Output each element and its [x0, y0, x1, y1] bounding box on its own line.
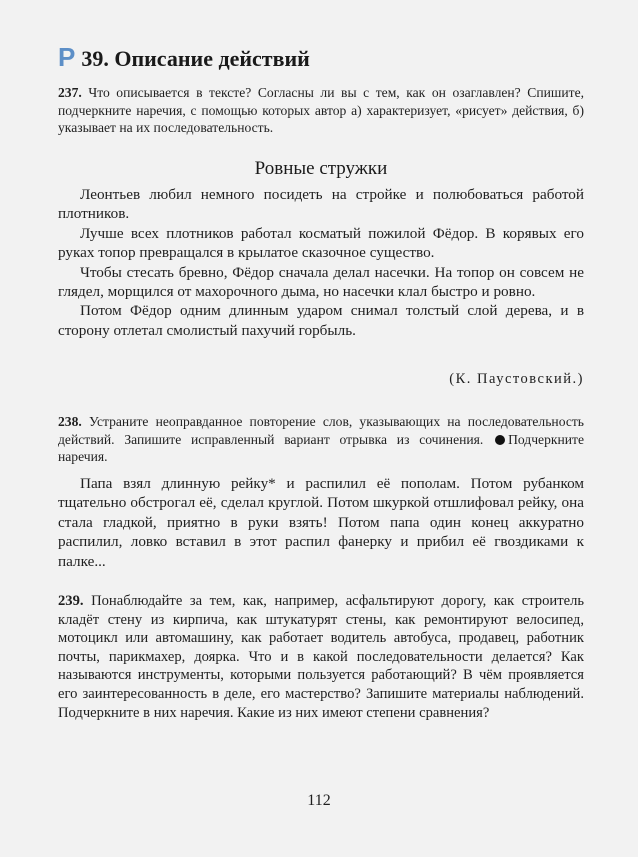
exercise-number: 239. [58, 593, 84, 609]
passage-text: Папа взял длинную рейку* и распилил её пополам. Потом рубанком тщательно обстрогал её, сделал круглой. Потом шкуркой отшлифовал рейку, она стала гладкой, приятно в руки взять! Потом папа один конец аккуратно распилил, ловко вставил в этот распил фанерку и прибил её гвоздиками к палке... [58, 475, 584, 570]
story-paragraph: Лучше всех плотников работал косматый пожилой Фёдор. В корявых его руках топор превращался в крылатое сказочное существо. [58, 224, 584, 262]
exercise-238-passage [58, 474, 584, 571]
exercise-text: Понаблюдайте за тем, как, например, асфальтируют дорогу, как строитель кладёт стену из кирпича, как штукатурят стены, как ремонтируют велосипед, мотоцикл или автомашину, как работает водитель автобуса, продавец, работник почты, парикмахер, доярка. Что и в какой последовательности делается? Как называются инструменты, которыми пользуется работающий? В чём проявляется его заинтересованность в деле, его мастерство? Запишите материалы наблюдений. Подчеркните в них наречия. Какие из них имеют степени сравнения? [58, 593, 585, 721]
exercise-task: Подчеркните наречия. [58, 431, 585, 464]
story-paragraph: Потом Фёдор одним длинным ударом снимал толстый слой дерева, и в сторону отлетал смолистый пахучий горбыль. [58, 302, 584, 339]
exercise-text: Что описывается в тексте? Согласны ли вы с тем, как он озаглавлен? Спишите, подчеркните наречия, с помощью которых автор а) характеризует, «рисует» действия, б) указывает на их последовательность. [58, 85, 584, 135]
exercise-number: 237. [58, 85, 82, 100]
section-title: 39. Описание действий [81, 46, 310, 71]
section-heading [58, 42, 310, 73]
section-marker: Р [58, 42, 76, 72]
exercise-number: 238. [58, 414, 82, 429]
story-text [58, 185, 584, 340]
exercise-239 [58, 592, 584, 722]
story-paragraph: Леонтьев любил немного посидеть на стройке и полюбоваться работой плотников. [58, 186, 584, 223]
exercise-text: Устраните неоправданное повторение слов, указывающих на последовательность действий. Запишите исправленный вариант отрывка из сочинения. [58, 414, 585, 447]
bullet-icon [495, 435, 505, 445]
story-author: (К. Паустовский.) [449, 371, 584, 387]
page-number: 112 [307, 792, 331, 809]
exercise-237 [58, 84, 584, 137]
story-title: Ровные стружки [254, 158, 388, 179]
story-paragraph: Чтобы стесать бревно, Фёдор сначала делал насечки. На топор он совсем не глядел, морщился от махорочного дыма, но насечки клал быстро и ровно. [58, 263, 584, 301]
exercise-238 [58, 413, 584, 466]
